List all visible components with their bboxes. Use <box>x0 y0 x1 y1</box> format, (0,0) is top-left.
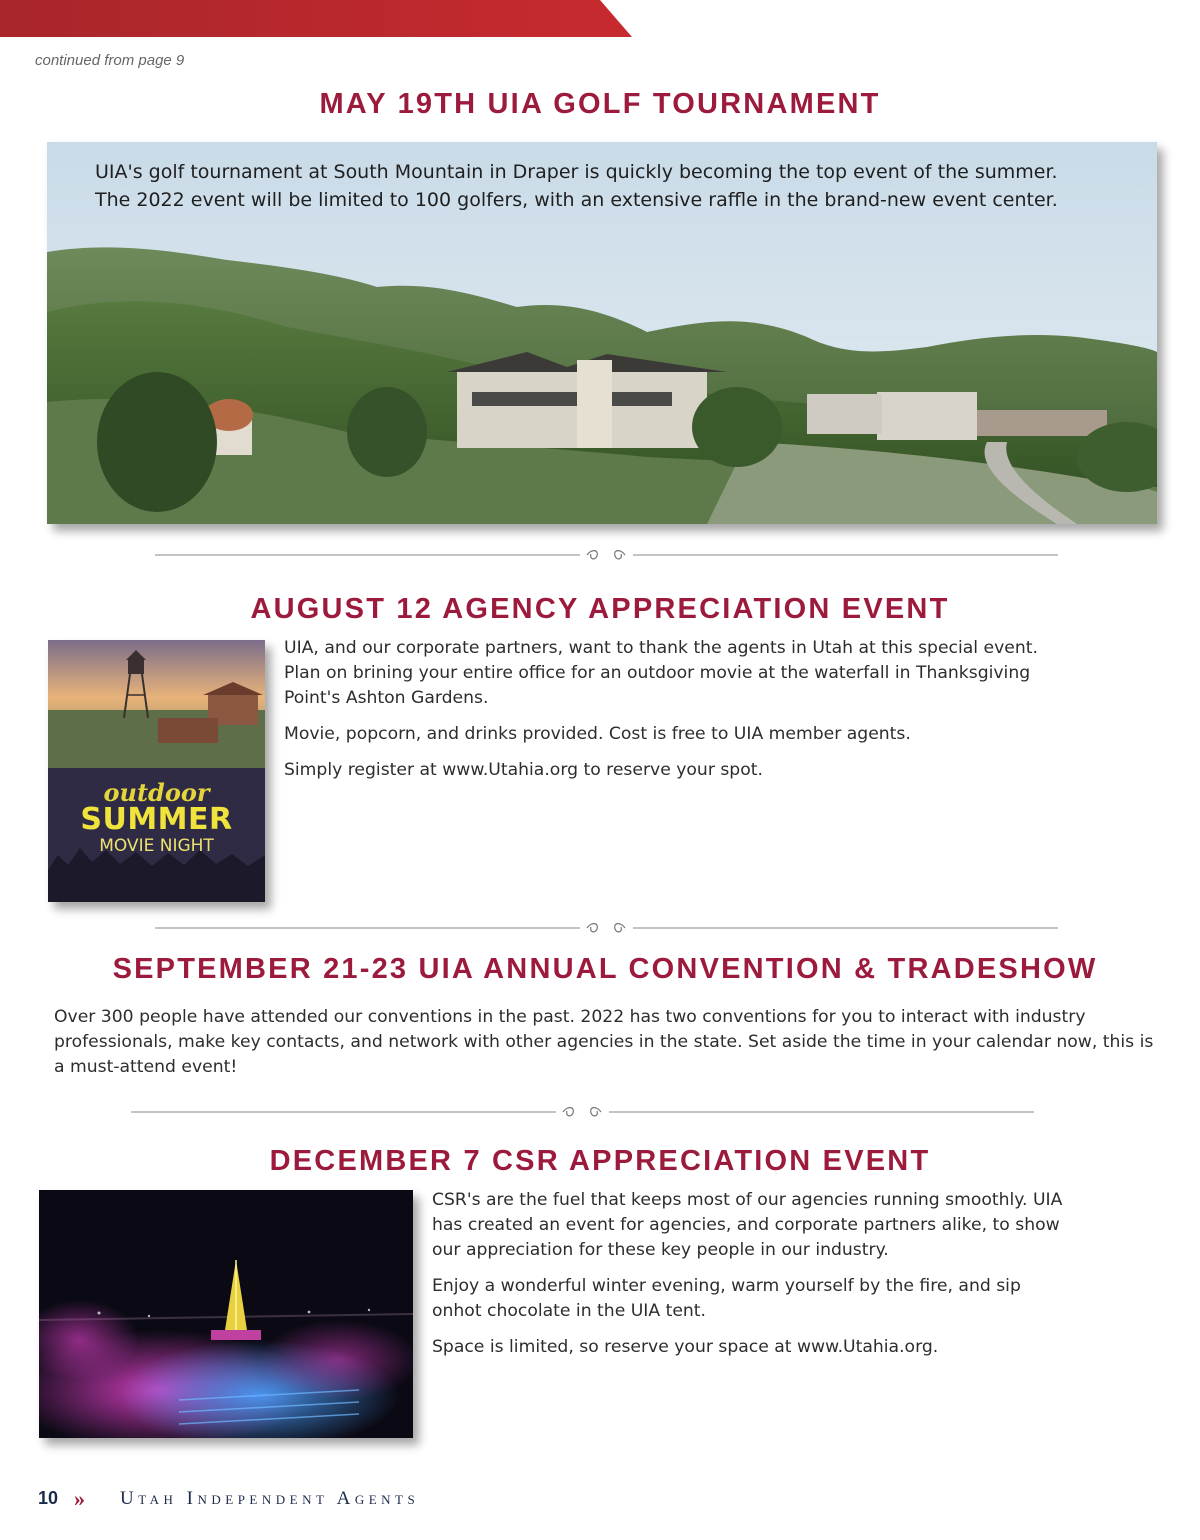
golf-description <box>95 158 1145 214</box>
august-paragraph-3: Simply register at www.Utahia.org to reserve your spot. <box>284 760 763 780</box>
december-paragraph-3: Space is limited, so reserve your space at www.Utahia.org. <box>432 1337 939 1357</box>
december-paragraph-2: Enjoy a wonderful winter evening, warm yourself by the fire, and sip onhot chocolate in the UIA tent. <box>432 1276 1021 1321</box>
ornament-divider <box>155 918 1058 938</box>
golf-line-2: The 2022 event will be limited to 100 golfers, with an extensive raffle in the brand-new event center. <box>95 189 1058 211</box>
poster-line-movie-night: MOVIE NIGHT <box>99 836 214 856</box>
september-paragraph-1: Over 300 people have attended our conventions in the past. 2022 has two conventions for you to interact with industry professionals, make key contacts, and network with other agencies in the state. Set aside the time in your calendar now, this is a must-attend event! <box>54 1007 1154 1077</box>
poster-line-summer: SUMMER <box>80 802 233 837</box>
footer-org-name: Utah Independent Agents <box>120 1488 420 1509</box>
september-description <box>54 1005 1154 1091</box>
continued-note: continued from page 9 <box>35 52 185 69</box>
august-paragraph-1: UIA, and our corporate partners, want to thank the agents in Utah at this special event. Plan on brining your entire office for an outdoor movie at the waterfall in Thanksgiving Point's Ashton Gardens. <box>284 638 1038 708</box>
ornament-divider <box>155 545 1058 565</box>
december-description <box>432 1188 1072 1371</box>
movie-night-poster <box>48 640 265 902</box>
poster-line-outdoor: outdoor <box>103 778 210 807</box>
footer-arrow-icon: » <box>74 1486 85 1511</box>
golf-line-1: UIA's golf tournament at South Mountain in Draper is quickly becoming the top event of the summer. <box>95 161 1058 183</box>
september-heading: SEPTEMBER 21-23 UIA ANNUAL CONVENTION & TRADESHOW <box>112 953 1098 985</box>
golf-heading: MAY 19TH UIA GOLF TOURNAMENT <box>319 88 881 120</box>
december-heading: DECEMBER 7 CSR APPRECIATION EVENT <box>269 1145 931 1177</box>
august-description <box>284 636 1074 794</box>
ornament-divider <box>131 1102 1034 1122</box>
august-heading: AUGUST 12 AGENCY APPRECIATION EVENT <box>250 593 950 625</box>
december-paragraph-1: CSR's are the fuel that keeps most of our agencies running smoothly. UIA has created an event for agencies, and corporate partners alike, to show our appreciation for these key people in our industry. <box>432 1190 1063 1260</box>
holiday-lights-photo <box>39 1190 413 1438</box>
page-number: 10 <box>38 1488 59 1508</box>
august-paragraph-2: Movie, popcorn, and drinks provided. Cost is free to UIA member agents. <box>284 724 911 744</box>
top-banner <box>0 0 632 37</box>
